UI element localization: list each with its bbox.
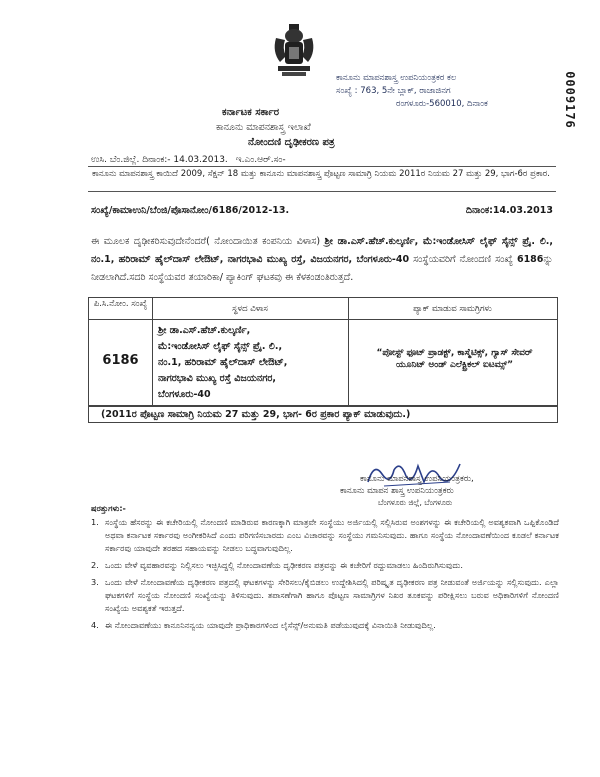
table-header-products: ಪ್ಯಾಕ್ ಮಾಡುವ ಸಾಮಗ್ರಿಗಳು [348, 298, 557, 320]
address-line: ಮೆ:ಇಂಡೋಸಿಸ್ ಲೈಫ್ ಸೈನ್ಸ್ ಪ್ರೈ. ಲಿ., [158, 341, 283, 352]
state-emblem-icon [268, 22, 320, 80]
conditions-list [91, 516, 559, 636]
address-line: ನಾಗರಭಾವಿ ಮುಖ್ಯ ರಸ್ತೆ ವಿಜಯನಗರ, [158, 373, 276, 384]
order-number: ಸಂಖ್ಯೆ/ಕಾಮಾಉನಿ/ಬೆಂಜಿ/ಪೊಸಾನೋಂ/6186/2012-13. [91, 205, 290, 216]
condition-item [91, 516, 559, 555]
condition-number: 1. [91, 517, 99, 527]
condition-item [91, 576, 559, 615]
table-header-regno: ಪಿ.ಸಿ.ನೋಂ. ಸಂಖ್ಯೆ [89, 298, 152, 320]
paragraph-end: ನ್ನು ನೀಡಲಾಗಿದೆ.ಸದರಿ ಸಂಸ್ಥೆಯವರ ತಯಾರಿಕಾ/ ಪ್ಯಾಕಿಂಗ್ ಘಟಕವು ಈ ಕೆಳಕಂಡಂತಿರುತ್ತದೆ. [91, 254, 553, 283]
condition-text: ಈ ನೋಂದಾವಣೆಯು ಕಾನೂನಿನನ್ವಯ ಯಾವುದೇ ಪ್ರಾಧಿಕಾರಗಳಿಂದ ಲೈಸೆನ್ಸ್/ಅನುಮತಿ ಪಡೆಯುವುದಕ್ಕೆ ವಿನಾಯಿತಿ ನೀಡುವುದಿಲ್ಲ. [105, 620, 436, 630]
condition-number: 3. [91, 577, 99, 587]
table-cell-products: “ಪೋಸ್ಟ್ ಫೂಟ್ ಪ್ರಾಡಕ್ಟ್, ಕಾಸ್ಮೆಟಿಕ್ಸ್, ಗ್ಯಾಸ್ ಸೇವರ್ ಯೂನಿಟ್ ಅಂಡ್ ಎಲೆಕ್ಟ್ರಿಕಲ್ ಐಟಮ್ಸ್” [376, 348, 533, 370]
stamp-line: ರಂಗಳೂರು-560010, ದಿನಾಂಕ [396, 99, 488, 109]
government-heading: ಕರ್ನಾಟಕ ಸರ್ಕಾರ [222, 107, 280, 118]
unit-table [88, 297, 558, 420]
signatory-seal: ಕಾನೂನು ಮಾಪನ ಶಾಸ್ತ್ರ ಉಪನಿಯಂತ್ರಕರು [340, 486, 454, 496]
table-cell-regno: 6186 [102, 353, 139, 368]
signatory-title: ಕಾನೂನು ಮಾಪನಶಾಸ್ತ್ರ ಉಪನಿಯಂತ್ರಕರು, [360, 474, 474, 484]
signatory-office: ಬೆಂಗಳೂರು ಜಿಲ್ಲೆ, ಬೆಂಗಳೂರು [378, 498, 453, 507]
condition-text: ಒಂದು ವೇಳೆ ನೋಂದಾವಣೆಯ ದೃಢೀಕರಣ ಪತ್ರದಲ್ಲಿ ಘಟಕಗಳನ್ನು ಸೇರಿಸಲು/ಕೈಬಿಡಲು ಉದ್ದೇಶಿಸಿದಲ್ಲಿ ಪರಿಷ್ಕೃತ ದೃಢೀಕರಣ ಪತ್ರ ನೀಡುವಂತೆ ಅರ್ಜಿಯನ್ನು ಸಲ್ಲಿಸುವುದು. ಎಲ್ಲಾ ಘಟಕಗಳಿಗೆ ಸಂಸ್ಥೆಯ ನೋಂದಣಿ ಸಂಖ್ಯೆಯನ್ನು ತಿಳಿಸುವುದು. ತಪಾಸಣೆಗಾಗಿ ಹಾಗೂ ಪೊಟ್ಟಣ ಸಾಮಾಗ್ರಿಗಳ ನಿಖರ ತೂಕವನ್ನು ಪರೀಕ್ಷಿಸಲು ಬರುವ ಅಧಿಕಾರಿಗಳಿಗೆ ನೋಂದಣಿ ಸಂಖ್ಯೆಯ ಅವಶ್ಯಕತೆ ಇರುತ್ತದೆ. [105, 577, 559, 613]
condition-text: ಒಂದು ವೇಳೆ ವ್ಯವಹಾರವನ್ನು ನಿಲ್ಲಿಸಲು ಇಚ್ಛಿಸಿದ್ದಲ್ಲಿ ನೋಂದಾವಣೆಯ ದೃಢೀಕರಣ ಪತ್ರವನ್ನು ಈ ಕಚೇರಿಗೆ ರದ್ದುಮಾಡಲು ಹಿಂದಿರುಗಿಸುವುದು. [105, 560, 463, 570]
firm-name: ಶ್ರೀ ಡಾ.ಎಸ್.ಹೆಚ್.ಕುಲ್ಕರ್ಣಿ, ಮೆ:ಇಂಡೋಸಿಸ್ ಲೈಫ್ ಸೈನ್ಸ್ ಪ್ರೈ. ಲಿ., ನಂ.1, ಹರಿರಾಮ್ ಹೈಲ್‌ದಾಸ್ ಲೇಔಟ್, ನಾಗರಭಾವಿ ಮುಖ್ಯ ರಸ್ತೆ, ವಿಜಯನಗರ, ಬೆಂಗಳೂರು-40 [91, 236, 553, 265]
address-line: ಬೆಂಗಳೂರು-40 [158, 389, 211, 400]
emr-number: ಇ.ಎಂ.ಆರ್.ಸಂ- [235, 155, 286, 165]
office-stamp [336, 72, 556, 111]
reference-line [91, 155, 561, 165]
table-header-address: ಸ್ಥಳದ ವಿಳಾಸ [152, 298, 348, 320]
table-column-products [348, 298, 557, 406]
table-column-regno [89, 298, 153, 406]
address-line: ಶ್ರೀ ಡಾ.ಎಸ್.ಹೆಚ್.ಕುಲ್ಕರ್ಣಿ, [158, 325, 251, 336]
order-date: ದಿನಾಂಕ:14.03.2013 [465, 205, 553, 216]
order-line [91, 205, 553, 216]
condition-number: 2. [91, 560, 99, 570]
table-cell-address [158, 323, 287, 403]
stamp-line: ಕಾನೂನು ಮಾಪನಶಾಸ್ತ್ರ ಉಪನಿಯಂತ್ರಕರ ಕಲ [336, 73, 457, 83]
condition-item [91, 559, 559, 572]
paragraph-middle: ಸಂಸ್ಥೆಯವರಿಗೆ ನೋಂದಣಿ ಸಂಖ್ಯೆ [409, 254, 517, 265]
conditions-title: ಷರತ್ತುಗಳು:- [91, 504, 126, 513]
certificate-title: ನೋಂದಣಿ ದೃಢೀಕರಣ ಪತ್ರ [248, 137, 335, 148]
stamp-line: ಸಂಖ್ಯೆ : 763, 5ನೇ ಬ್ಲಾಕ್, ರಾಜಾಜಿನಗ [336, 86, 451, 96]
condition-text: ಸಂಸ್ಥೆಯ ಹೆಸರನ್ನು ಈ ಕಚೇರಿಯಲ್ಲಿ ನೋಂದಣಿ ಮಾಡಿರುವ ಕಾರಣಕ್ಕಾಗಿ ಮಾತ್ರವೇ ಸಂಸ್ಥೆಯು ಅರ್ಜಿಯಲ್ಲಿ ಸಲ್ಲಿಸಿರುವ ಅಂಶಗಳನ್ನು ಈ ಕಚೇರಿಯಲ್ಲಿ ಅವಶ್ಯಕವಾಗಿ ಒಪ್ಪಿಕೊಂಡಿದೆ ಅಥವಾ ಕರ್ನಾಟಕ ಸರ್ಕಾರವು ಅಂಗೀಕರಿಸಿದೆ ಎಂದು ಪರಿಗಣಿಸಬಾರದು ಎಂಬ ವಿಚಾರವನ್ನು ಸಂಸ್ಥೆಯು ಗಮನಿಸುವುದು. ಹಾಗೂ ಸಂಸ್ಥೆಯ ನೋಂದಾವಣೆಯಿಂದ ಕೂಡಲೆ ಕರ್ನಾಟಕ ಸರ್ಕಾರವು ಯಾವುದೇ ತರಹದ ಸಹಾಯವನ್ನು ನೀಡಲು ಬದ್ಧವಾಗುವುದಿಲ್ಲ. [105, 517, 559, 553]
department-heading: ಕಾನೂನು ಮಾಪನಶಾಸ್ತ್ರ ಇಲಾಖೆ [216, 122, 311, 133]
table-footnote: (2011ರ ಪೊಟ್ಟಣ ಸಾಮಾಗ್ರಿ ನಿಯಮ 27 ಮತ್ತು 29, ಭಾಗ- 6ರ ಪ್ರಕಾರ ಪ್ಯಾಕ್ ಮಾಡುವುದು.) [88, 405, 558, 423]
condition-item [91, 619, 559, 632]
registration-number: 6186 [516, 254, 544, 265]
address-line: ನಂ.1, ಹರಿರಾಮ್ ಹೈಲ್‌ದಾಸ್ ಲೇಔಟ್, [158, 357, 288, 368]
paragraph-intro: ಈ ಮೂಲಕ ದೃಢೀಕರಿಸುವುದೇನೆಂದರೆ( ನೋಂದಾಯಿತ ಕಂಪನಿಯ ವಿಳಾಸ) [91, 236, 325, 247]
table-column-address [152, 298, 349, 406]
signatory-block [340, 473, 560, 509]
reference-box: ಕಾನೂನು ಮಾಪನಶಾಸ್ತ್ರ ಕಾಯಿದೆ 2009, ಸೆಕ್ಷನ್ 18 ಮತ್ತು ಕಾನೂನು ಮಾಪನಶಾಸ್ತ್ರ ಪೊಟ್ಟಣ ಸಾಮಾಗ್ರಿ ನಿಯಮ 2011ರ ನಿಯಮ 27 ಮತ್ತು 29, ಭಾಗ-6ರ ಪ್ರಕಾರ. [88, 166, 556, 192]
certification-paragraph [91, 233, 553, 287]
serial-number: 0009176 [563, 71, 578, 129]
condition-number: 4. [91, 620, 99, 630]
reference-date: ಉಸಿ. ಬೆಂ.ಜಿಲ್ಲೆ. ದಿನಾಂಕ:- 14.03.2013. [91, 155, 228, 165]
